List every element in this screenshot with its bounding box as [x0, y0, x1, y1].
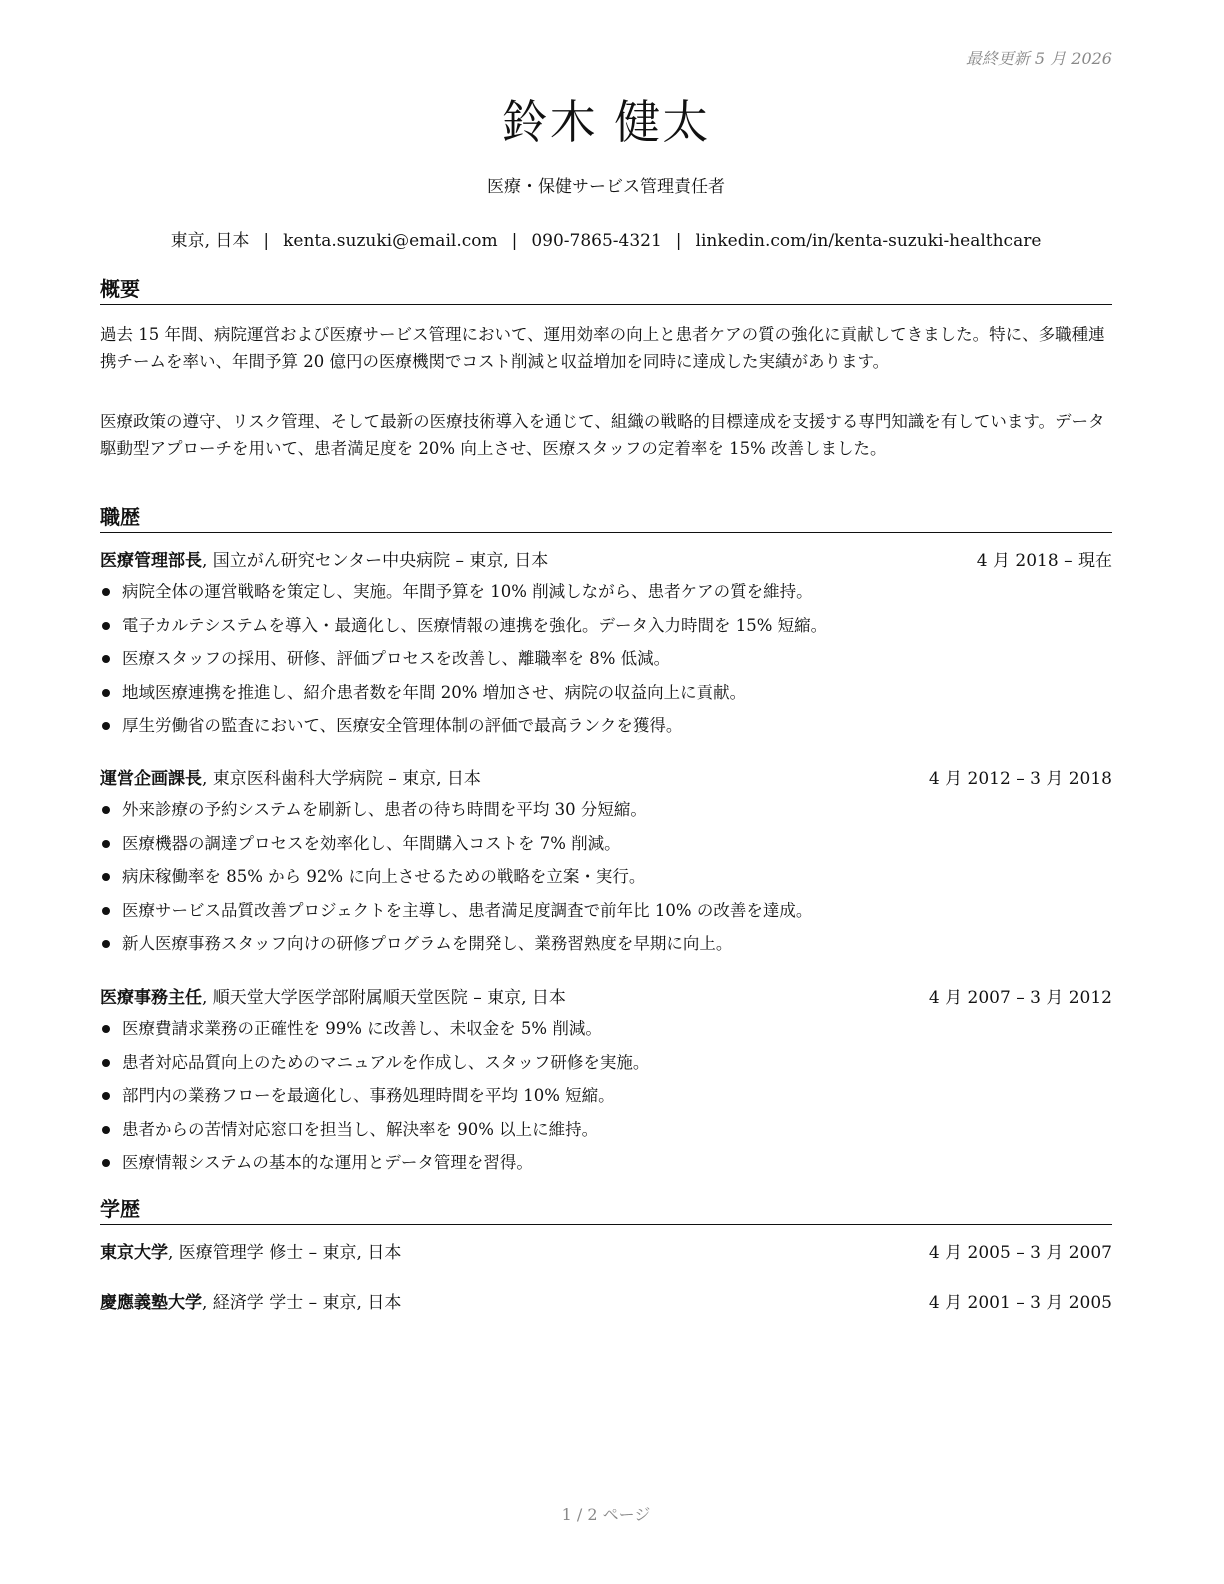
contact-line	[100, 226, 1112, 251]
section-heading-education: 学歴	[100, 1196, 1112, 1225]
bullet-text: 厚生労働省の監査において、医療安全管理体制の評価で最高ランクを獲得。	[122, 716, 683, 735]
job-role	[100, 767, 481, 791]
list-item	[100, 860, 1112, 894]
list-item	[100, 927, 1112, 961]
school-name: 慶應義塾大学	[100, 1293, 202, 1313]
list-item	[100, 793, 1112, 827]
job-bullets	[100, 575, 1112, 743]
bullet-text: 電子カルテシステムを導入・最適化し、医療情報の連携を強化。データ入力時間を 15% 短縮。	[122, 615, 828, 635]
section-heading-experience: 職歴	[100, 504, 1112, 533]
list-item	[100, 1046, 1112, 1080]
education-program	[100, 1241, 401, 1265]
job-dates: 4 月 2012 – 3 月 2018	[928, 769, 1112, 789]
degree: , 経済学 学士 – 東京, 日本	[202, 1293, 402, 1313]
job-org: , 順天堂大学医学部附属順天堂医院 – 東京, 日本	[202, 988, 566, 1008]
bullet-text: 地域医療連携を推進し、紹介患者数を年間 20% 増加させ、病院の収益向上に貢献。	[122, 682, 747, 702]
job-title: 医療・保健サービス管理責任者	[487, 177, 725, 197]
education-entry	[100, 1291, 1112, 1315]
bullet-text: 患者からの苦情対応窓口を担当し、解決率を 90% 以上に維持。	[122, 1119, 599, 1139]
bullet-icon	[102, 840, 110, 848]
bullet-text: 医療情報システムの基本的な運用とデータ管理を習得。	[122, 1153, 533, 1172]
bullet-text: 医療スタッフの採用、研修、評価プロセスを改善し、離職率を 8% 低減。	[122, 649, 671, 668]
job-title: 医療事務主任	[100, 988, 202, 1008]
job-title: 運営企画課長	[100, 769, 202, 789]
school-name: 東京大学	[100, 1243, 168, 1263]
contact-phone: 090-7865-4321	[531, 231, 662, 251]
list-item	[100, 709, 1112, 743]
job-org: , 東京医科歯科大学病院 – 東京, 日本	[202, 769, 481, 789]
summary-paragraph: 過去 15 年間、病院運営および医療サービス管理において、運用効率の向上と患者ケアの質の強化に貢献してきました。特に、多職種連携チームを率い、年間予算 20 億円の医療機関でコスト削減と収益増加を同時に達成した実績があります。	[100, 325, 1105, 371]
list-item	[100, 827, 1112, 861]
job-bullets	[100, 793, 1112, 961]
job-role	[100, 549, 548, 573]
contact-email[interactable]: kenta.suzuki@email.com	[283, 231, 498, 251]
job-dates: 4 月 2018 – 現在	[976, 551, 1112, 571]
last-updated: 最終更新 5 月 2026	[965, 49, 1112, 68]
bullet-text: 新人医療事務スタッフ向けの研修プログラムを開発し、業務習熟度を早期に向上。	[122, 934, 733, 953]
contact-linkedin[interactable]: linkedin.com/in/kenta-suzuki-healthcare	[695, 231, 1042, 251]
job-header	[100, 986, 1112, 1010]
bullet-icon	[102, 806, 110, 814]
education-dates: 4 月 2005 – 3 月 2007	[928, 1243, 1112, 1263]
bullet-icon	[102, 689, 110, 697]
bullet-text: 外来診療の予約システムを刷新し、患者の待ち時間を平均 30 分短縮。	[122, 800, 647, 819]
bullet-text: 医療サービス品質改善プロジェクトを主導し、患者満足度調査で前年比 10% の改善を達成。	[122, 900, 813, 920]
bullet-text: 病院全体の運営戦略を策定し、実施。年間予算を 10% 削減しながら、患者ケアの質を維持。	[122, 582, 813, 601]
education-dates: 4 月 2001 – 3 月 2005	[928, 1293, 1112, 1313]
list-item	[100, 642, 1112, 676]
bullet-icon	[102, 907, 110, 915]
bullet-text: 医療費請求業務の正確性を 99% に改善し、未収金を 5% 削減。	[122, 1019, 602, 1038]
bullet-icon	[102, 655, 110, 663]
section-heading-summary: 概要	[100, 276, 1112, 305]
bullet-icon	[102, 1025, 110, 1033]
summary-paragraph: 医療政策の遵守、リスク管理、そして最新の医療技術導入を通じて、組織の戦略的目標達成を支援する専門知識を有しています。データ駆動型アプローチを用いて、患者満足度を 20% 向上させ、医療スタッフの定着率を 15% 改善しました。	[100, 412, 1105, 458]
list-item	[100, 1113, 1112, 1147]
bullet-icon	[102, 588, 110, 596]
bullet-icon	[102, 1126, 110, 1134]
bullet-text: 医療機器の調達プロセスを効率化し、年間購入コストを 7% 削減。	[122, 833, 621, 853]
bullet-text: 病床稼働率を 85% から 92% に向上させるための戦略を立案・実行。	[122, 867, 646, 886]
list-item	[100, 1079, 1112, 1113]
bullet-icon	[102, 1159, 110, 1167]
bullet-icon	[102, 873, 110, 881]
job-dates: 4 月 2007 – 3 月 2012	[928, 988, 1112, 1008]
page-number: 1 / 2 ページ	[561, 1505, 651, 1524]
bullet-icon	[102, 1092, 110, 1100]
job-org: , 国立がん研究センター中央病院 – 東京, 日本	[202, 551, 549, 571]
list-item	[100, 609, 1112, 643]
education-program	[100, 1291, 401, 1315]
contact-separator: |	[263, 231, 270, 251]
bullet-text: 部門内の業務フローを最適化し、事務処理時間を平均 10% 短縮。	[122, 1086, 615, 1105]
bullet-text: 患者対応品質向上のためのマニュアルを作成し、スタッフ研修を実施。	[122, 1052, 650, 1072]
job-bullets	[100, 1012, 1112, 1180]
degree: , 医療管理学 修士 – 東京, 日本	[168, 1243, 402, 1263]
candidate-name: 鈴木 健太	[501, 95, 711, 149]
bullet-icon	[102, 622, 110, 630]
bullet-icon	[102, 940, 110, 948]
job-role	[100, 986, 566, 1010]
contact-separator: |	[675, 231, 682, 251]
contact-separator: |	[511, 231, 518, 251]
bullet-icon	[102, 1059, 110, 1067]
contact-location: 東京, 日本	[170, 231, 250, 251]
list-item	[100, 676, 1112, 710]
job-header	[100, 767, 1112, 791]
education-entry	[100, 1241, 1112, 1265]
job-header	[100, 549, 1112, 573]
list-item	[100, 894, 1112, 928]
list-item	[100, 1012, 1112, 1046]
list-item	[100, 575, 1112, 609]
bullet-icon	[102, 722, 110, 730]
list-item	[100, 1146, 1112, 1180]
resume-page	[100, 0, 1112, 1584]
job-title: 医療管理部長	[100, 551, 202, 571]
